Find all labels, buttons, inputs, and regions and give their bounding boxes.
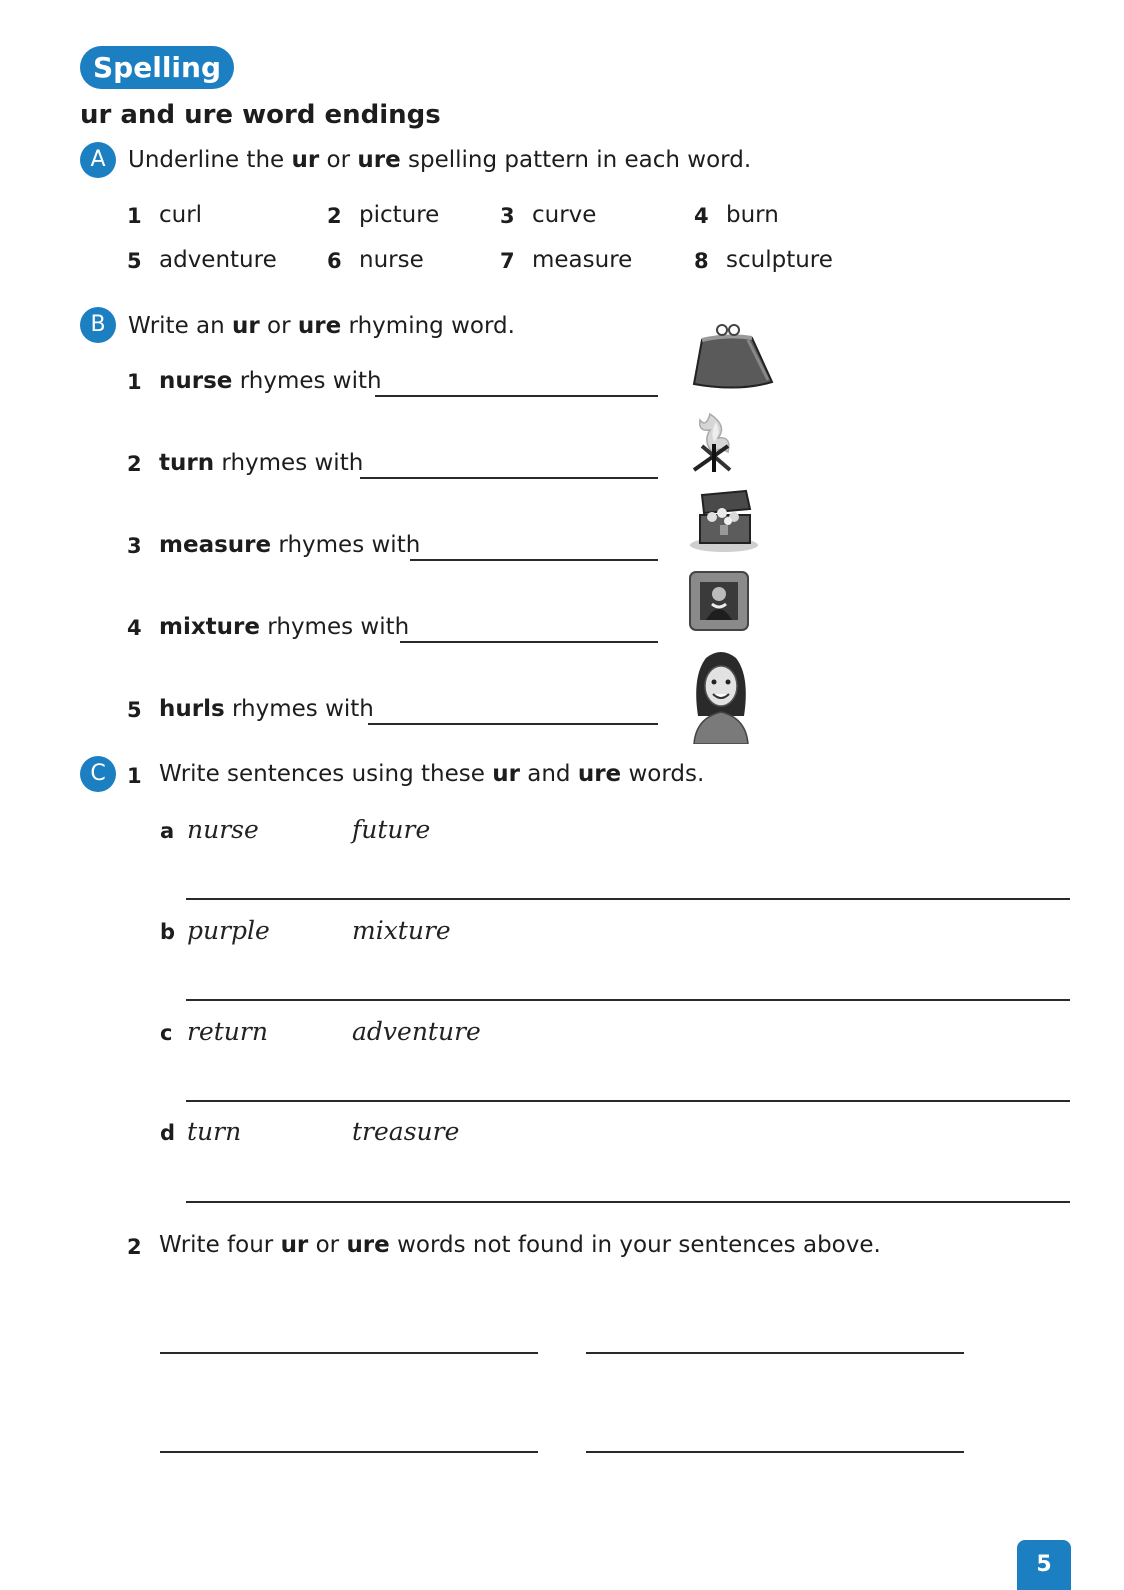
word-number: 6	[327, 249, 342, 273]
treasure-chest-icon	[688, 487, 760, 553]
section-b-instruction: Write an ur or ure rhyming word.	[128, 313, 515, 339]
sentence-line[interactable]	[186, 999, 1070, 1001]
rhyme-prompt	[159, 450, 363, 476]
rhyme-word: hurls	[159, 696, 225, 722]
word-to-underline[interactable]: picture	[359, 202, 440, 228]
answer-line[interactable]	[410, 559, 658, 561]
question-number: 2	[127, 1235, 142, 1259]
word-to-underline[interactable]: burn	[726, 202, 779, 228]
answer-line[interactable]	[160, 1352, 538, 1354]
item-number: 3	[127, 534, 142, 558]
fire-icon	[688, 408, 744, 474]
rhyme-word: measure	[159, 532, 272, 558]
word-to-underline[interactable]: sculpture	[726, 247, 833, 273]
sentence-line[interactable]	[186, 898, 1070, 900]
word-number: 1	[127, 204, 142, 228]
item-number: 4	[127, 616, 142, 640]
girl-with-curls-icon	[688, 646, 754, 744]
rhyme-prompt	[159, 532, 420, 558]
section-c-q2-instruction: Write four ur or ure words not found in your sentences above.	[159, 1232, 881, 1258]
section-b-badge: B	[80, 307, 116, 343]
pair-word-1: return	[187, 1017, 268, 1046]
pair-word-1: turn	[187, 1117, 242, 1146]
word-to-underline[interactable]: measure	[532, 247, 633, 273]
rhyme-text: rhymes with	[260, 614, 410, 640]
word-to-underline[interactable]: curve	[532, 202, 597, 228]
section-pill: Spelling	[80, 46, 234, 89]
item-number: 5	[127, 698, 142, 722]
pair-letter: a	[160, 819, 175, 843]
sentence-line[interactable]	[186, 1201, 1070, 1203]
rhyme-prompt	[159, 614, 409, 640]
pair-word-2: future	[352, 815, 431, 844]
pair-letter: d	[160, 1121, 176, 1145]
word-number: 3	[500, 204, 515, 228]
rhyme-prompt	[159, 696, 374, 722]
pair-word-1: nurse	[187, 815, 259, 844]
word-to-underline[interactable]: curl	[159, 202, 203, 228]
rhyme-text: rhymes with	[271, 532, 421, 558]
rhyme-text: rhymes with	[232, 368, 382, 394]
section-c-q1-instruction: Write sentences using these ur and ure words.	[159, 761, 705, 787]
answer-line[interactable]	[368, 723, 658, 725]
pair-letter: b	[160, 920, 176, 944]
rhyme-prompt	[159, 368, 382, 394]
answer-line[interactable]	[160, 1451, 538, 1453]
page-title: ur and ure word endings	[80, 100, 441, 130]
word-to-underline[interactable]: nurse	[359, 247, 424, 273]
rhyme-word: nurse	[159, 368, 233, 394]
section-c-badge: C	[80, 756, 116, 792]
pair-word-1: purple	[187, 916, 270, 945]
word-number: 8	[694, 249, 709, 273]
word-number: 7	[500, 249, 515, 273]
word-number: 2	[327, 204, 342, 228]
rhyme-text: rhymes with	[224, 696, 374, 722]
pair-letter: c	[160, 1021, 173, 1045]
section-a-badge: A	[80, 142, 116, 178]
question-number: 1	[127, 764, 142, 788]
item-number: 1	[127, 370, 142, 394]
section-a-instruction: Underline the ur or ure spelling pattern in each word.	[128, 147, 752, 173]
rhyme-word: turn	[159, 450, 215, 476]
word-to-underline[interactable]: adventure	[159, 247, 277, 273]
word-number: 4	[694, 204, 709, 228]
pair-word-2: treasure	[352, 1117, 460, 1146]
answer-line[interactable]	[400, 641, 658, 643]
framed-portrait-icon	[688, 570, 750, 632]
word-number: 5	[127, 249, 142, 273]
answer-line[interactable]	[586, 1451, 964, 1453]
answer-line[interactable]	[586, 1352, 964, 1354]
page-number: 5	[1017, 1540, 1071, 1590]
rhyme-text: rhymes with	[214, 450, 364, 476]
sentence-line[interactable]	[186, 1100, 1070, 1102]
answer-line[interactable]	[360, 477, 658, 479]
purse-icon	[688, 318, 778, 394]
rhyme-word: mixture	[159, 614, 260, 640]
pair-word-2: mixture	[352, 916, 451, 945]
answer-line[interactable]	[375, 395, 658, 397]
pair-word-2: adventure	[352, 1017, 481, 1046]
item-number: 2	[127, 452, 142, 476]
